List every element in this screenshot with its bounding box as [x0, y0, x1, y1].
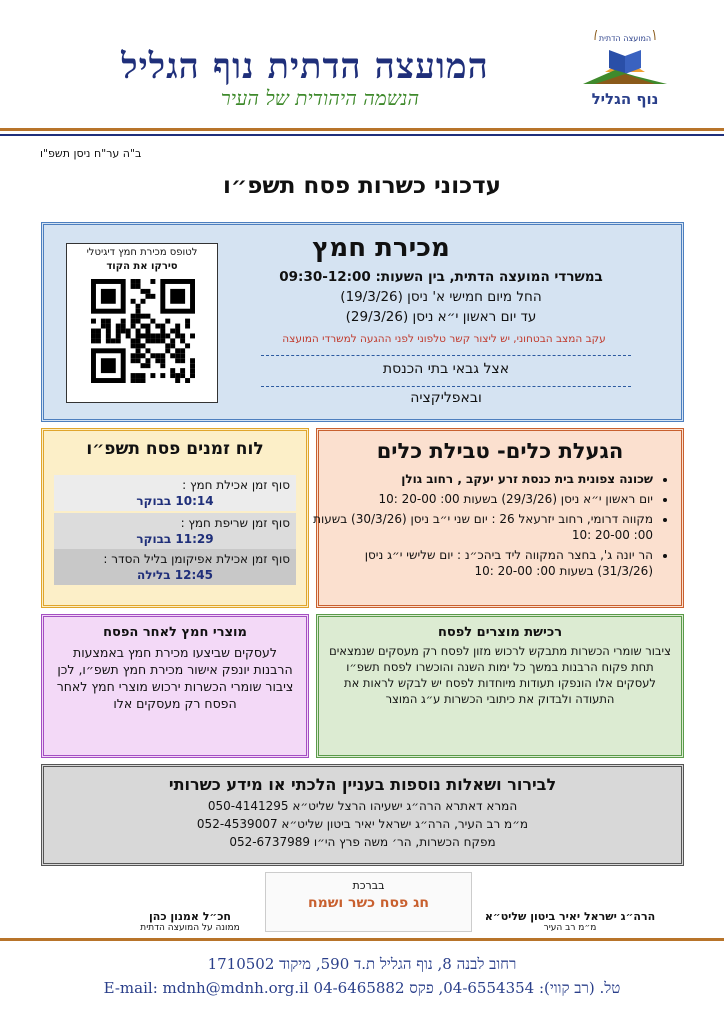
qr-code-panel[interactable] [66, 243, 218, 403]
footer-divider [0, 938, 724, 941]
passover-purchase-box [316, 614, 684, 758]
products-heading: מוצרי חמץ לאחר הפסח [103, 625, 247, 640]
kashering-utensils-box [313, 428, 684, 608]
footer-contact: טל. (רב קווי): 04-6554354, פקס 04-6465882 E-mail: mdnh@mdnh.org.il [103, 979, 621, 997]
contact-rabbi-line: המרא דאתרא הרה״ג ישעיהו הרצל שליט״א 050-4141295 [207, 799, 518, 813]
page-title: עדכוני כשרות פסח תשפ״ו [223, 173, 501, 199]
time-label: סוף זמן שריפת חמץ : [180, 516, 290, 530]
security-warning: עקב המצב הבטחוני, יש ליצור קשר טלפוני לפני ההגעה למשרדי המועצה [282, 333, 606, 345]
chametz-sale-box [41, 222, 684, 422]
list-item: • הר יונה ג', בחצר המקווה ליד ביהכ״נ : יום שלישי י״ג ניסן (31/3/26) בשעות 00: 20-00 :10 [313, 547, 653, 579]
time-value: 10:14 בבוקר [136, 494, 214, 508]
list-item: • יום ראשון י״א ניסן (29/3/26) בשעות 00: 20-00 :10 [313, 491, 653, 507]
sale-hours: במשרדי המועצה הדתית, בין השעות: 09:30-12:00 [279, 269, 603, 285]
hebrew-date: ב"ה ער"ח ניסן תשפ"ו [40, 147, 142, 160]
greeting-text: חג פסח כשר ושמח [308, 895, 429, 911]
sale-heading: מכירת חמץ [312, 233, 450, 263]
time-row-afikoman [54, 549, 296, 585]
greeting-box [265, 872, 472, 932]
sale-app-option: ובאפליקציה [410, 390, 482, 406]
contact-deputy-line: מ״מ רב העיר, הרה״ג ישראל יאיר ביטון שליט״א 052-4539007 [196, 817, 529, 831]
footer-address: רחוב לבנה 8, נוף הגליל ת.ד 590, מיקוד 1710502 [207, 955, 517, 973]
sale-synagogue-option: אצל גבאי בתי הכנסת [382, 361, 510, 377]
time-row-chametz-eating [54, 475, 296, 511]
divider-dashed [261, 386, 631, 387]
council-title: המועצה הדתית נוף הגליל [121, 46, 489, 87]
purchase-body: ציבור שומרי הכשרות מתבקש לרכוש מזון לפסח רק מעסקים שנמצאים תחת פקוח הרבנות במשך כל ימות השנה והוכשרו לפסח תשפ״ו לעסקים אלו הונפקו תעודות מיוחדות לפסח יש לבקש לראות את התעודה ולבדוק את כיתובי הכשרות ע״ג המוצר [329, 644, 671, 706]
time-value: 12:45 בלילה [137, 568, 213, 582]
council-slogan: הנשמה היהודית של העיר [220, 86, 420, 110]
purchase-heading: רכישת מוצרים לפסח [437, 625, 563, 640]
time-label: סוף זמן אכילת אפיקומן בליל הסדר : [103, 552, 290, 566]
contact-heading: לבירור ושאלות נוספות בעניין הלכתי או מידע כשרותי [168, 775, 557, 794]
time-row-chametz-burning [54, 513, 296, 549]
time-label: סוף זמן אכילת חמץ : [182, 478, 290, 492]
qr-caption: לטופס מכירת חמץ דיגיטלי [86, 247, 198, 258]
logo-label: נוף הגליל [591, 90, 659, 108]
products-body: לעסקים שביצעו מכירת חמץ באמצעות הרבנות יונפק אישור מכירת חמץ תשפ״ו, לכן ציבור שומרי הכשרות ירכוש מוצרי חמץ לאחר הפסח רק מעסקים אלו [56, 645, 294, 711]
greeting-intro: בברכת [352, 879, 385, 892]
list-item: • מקווה דרומי, רחוב יזרעאל 26 : יום שני י״ב ניסן (30/3/26) בשעות 00: 20-00 :10 [313, 511, 653, 543]
contact-inspector-line: מפקח הכשרות, הר׳ משה פרץ הי״ו 052-6737989 [229, 835, 496, 849]
time-value: 11:29 בבוקר [136, 532, 214, 546]
divider-dashed [261, 355, 631, 356]
list-item: • שכונה צפונית בית כנסת זרע יעקב , רחוב גולן [313, 471, 653, 487]
signature-council-head [110, 910, 270, 933]
qr-code-icon[interactable] [91, 279, 195, 383]
post-passover-products-box [41, 614, 309, 758]
sale-start-date: החל מיום חמישי א' ניסן (19/3/26) [340, 289, 542, 305]
signature-title: מ״מ רב העיר [543, 923, 597, 933]
header-divider-blue [0, 134, 724, 136]
passover-times-box [41, 428, 309, 608]
times-heading: לוח זמנים פסח תשפ״ו [86, 439, 264, 459]
signature-name: חכ״ל אמנון כהן [149, 910, 231, 923]
logo-top-text: המועצה הדתית [598, 34, 652, 43]
signature-name: הרה״ג ישראל יאיר ביטון שליט״א [484, 910, 656, 923]
sale-end-date: עד יום ראשון י״א ניסן (29/3/26) [345, 309, 537, 325]
kelim-heading: הגעלת כלים- טבילת כלים [376, 439, 624, 463]
book-mountain-logo-icon [575, 30, 675, 92]
signature-rabbi [470, 910, 670, 933]
signature-title: ממונה על המועצה הדתית [140, 923, 240, 933]
contact-info-box [41, 764, 684, 866]
header-divider [0, 128, 724, 131]
qr-scan-label: סירקו את הקוד [106, 261, 178, 272]
kelim-locations-list [313, 471, 669, 583]
